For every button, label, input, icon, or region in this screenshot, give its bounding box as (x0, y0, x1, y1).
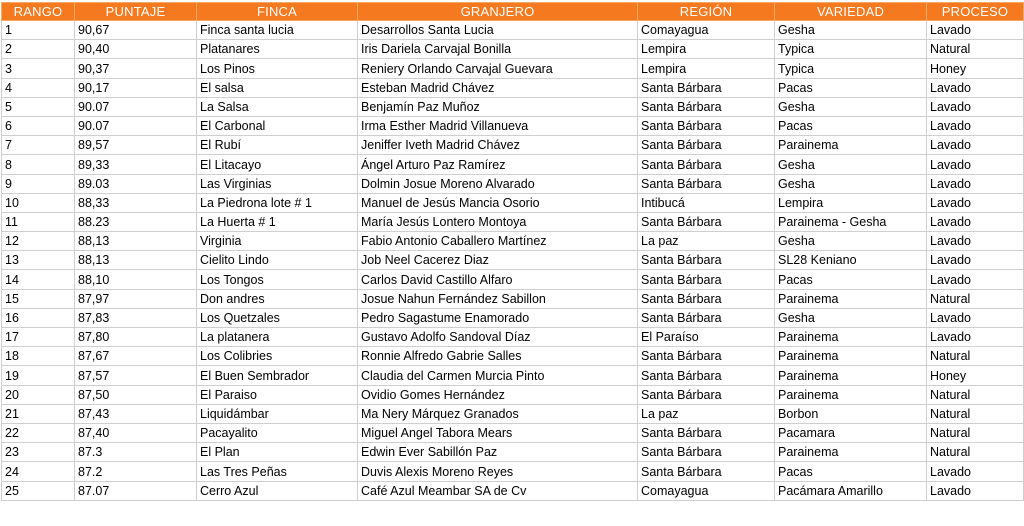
cell-rango: 22 (2, 423, 75, 442)
table-row (2, 40, 1024, 59)
cell-proceso: Lavado (927, 21, 1024, 40)
table-header (2, 3, 1024, 21)
cell-variedad: Pacas (775, 78, 927, 97)
cell-region: El Paraíso (638, 328, 775, 347)
cell-finca: Los Tongos (197, 270, 358, 289)
cell-puntaje: 88.23 (75, 212, 197, 231)
cell-proceso: Lavado (927, 155, 1024, 174)
cell-rango: 18 (2, 347, 75, 366)
cell-granjero: Gustavo Adolfo Sandoval Díaz (358, 328, 638, 347)
table-row (2, 404, 1024, 423)
cell-region: Comayagua (638, 21, 775, 40)
cell-rango: 14 (2, 270, 75, 289)
cell-finca: Los Quetzales (197, 308, 358, 327)
cell-granjero: Carlos David Castillo Alfaro (358, 270, 638, 289)
cell-proceso: Lavado (927, 193, 1024, 212)
cell-granjero: Miguel Angel Tabora Mears (358, 423, 638, 442)
cell-puntaje: 87,83 (75, 308, 197, 327)
cell-finca: El Paraiso (197, 385, 358, 404)
cell-granjero: Claudia del Carmen Murcia Pinto (358, 366, 638, 385)
cell-region: Santa Bárbara (638, 136, 775, 155)
cell-variedad: Gesha (775, 174, 927, 193)
cell-rango: 17 (2, 328, 75, 347)
cell-finca: El Rubí (197, 136, 358, 155)
cell-region: Santa Bárbara (638, 212, 775, 231)
cell-rango: 11 (2, 212, 75, 231)
table-row (2, 385, 1024, 404)
cell-rango: 20 (2, 385, 75, 404)
cell-region: Santa Bárbara (638, 116, 775, 135)
cell-variedad: Parainema (775, 385, 927, 404)
cell-region: Santa Bárbara (638, 423, 775, 442)
cell-region: Santa Bárbara (638, 270, 775, 289)
cell-finca: Don andres (197, 289, 358, 308)
cell-rango: 4 (2, 78, 75, 97)
cell-region: Santa Bárbara (638, 289, 775, 308)
cell-puntaje: 88,10 (75, 270, 197, 289)
cell-finca: El Carbonal (197, 116, 358, 135)
table-row (2, 443, 1024, 462)
cell-proceso: Lavado (927, 78, 1024, 97)
cell-puntaje: 87.2 (75, 462, 197, 481)
cell-rango: 23 (2, 443, 75, 462)
cell-region: Santa Bárbara (638, 385, 775, 404)
table-row (2, 251, 1024, 270)
cell-region: Santa Bárbara (638, 251, 775, 270)
table-row (2, 423, 1024, 442)
cell-finca: Los Pinos (197, 59, 358, 78)
column-header-variedad: VARIEDAD (775, 3, 927, 21)
cell-puntaje: 87,40 (75, 423, 197, 442)
cell-finca: Virginia (197, 232, 358, 251)
cell-rango: 8 (2, 155, 75, 174)
cell-granjero: Benjamín Paz Muñoz (358, 97, 638, 116)
cell-proceso: Lavado (927, 251, 1024, 270)
cell-finca: El Plan (197, 443, 358, 462)
cell-granjero: Desarrollos Santa Lucia (358, 21, 638, 40)
column-header-granjero: GRANJERO (358, 3, 638, 21)
table-row (2, 328, 1024, 347)
cell-puntaje: 90.07 (75, 116, 197, 135)
cell-puntaje: 87,80 (75, 328, 197, 347)
cell-proceso: Natural (927, 404, 1024, 423)
table-row (2, 78, 1024, 97)
cell-region: Santa Bárbara (638, 366, 775, 385)
cell-finca: Liquidámbar (197, 404, 358, 423)
cell-proceso: Lavado (927, 481, 1024, 500)
table-row (2, 136, 1024, 155)
cell-variedad: Parainema (775, 289, 927, 308)
cell-rango: 2 (2, 40, 75, 59)
cell-variedad: Pacas (775, 116, 927, 135)
cell-puntaje: 87,97 (75, 289, 197, 308)
cell-granjero: Café Azul Meambar SA de Cv (358, 481, 638, 500)
cell-proceso: Honey (927, 366, 1024, 385)
cell-finca: Cerro Azul (197, 481, 358, 500)
cell-finca: El salsa (197, 78, 358, 97)
cell-rango: 7 (2, 136, 75, 155)
column-header-puntaje: PUNTAJE (75, 3, 197, 21)
cell-variedad: Pacámara Amarillo (775, 481, 927, 500)
cell-variedad: Gesha (775, 21, 927, 40)
cell-variedad: Pacas (775, 270, 927, 289)
cell-granjero: Ronnie Alfredo Gabrie Salles (358, 347, 638, 366)
cell-proceso: Lavado (927, 116, 1024, 135)
cell-finca: La platanera (197, 328, 358, 347)
cell-finca: Platanares (197, 40, 358, 59)
cell-rango: 15 (2, 289, 75, 308)
cell-puntaje: 87.07 (75, 481, 197, 500)
cell-finca: Cielito Lindo (197, 251, 358, 270)
table-row (2, 366, 1024, 385)
cell-variedad: Gesha (775, 308, 927, 327)
table-row (2, 289, 1024, 308)
cell-proceso: Natural (927, 443, 1024, 462)
cell-granjero: Reniery Orlando Carvajal Guevara (358, 59, 638, 78)
cell-region: Lempira (638, 40, 775, 59)
cell-proceso: Lavado (927, 308, 1024, 327)
cell-puntaje: 87,43 (75, 404, 197, 423)
table-row (2, 270, 1024, 289)
cell-puntaje: 88,33 (75, 193, 197, 212)
cell-puntaje: 89,57 (75, 136, 197, 155)
cell-proceso: Natural (927, 423, 1024, 442)
cell-puntaje: 87,50 (75, 385, 197, 404)
cell-rango: 24 (2, 462, 75, 481)
cell-variedad: Parainema (775, 366, 927, 385)
table-row (2, 174, 1024, 193)
cell-region: Santa Bárbara (638, 308, 775, 327)
cell-finca: Los Colibries (197, 347, 358, 366)
results-table (1, 2, 1024, 501)
table-row (2, 462, 1024, 481)
column-header-proceso: PROCESO (927, 3, 1024, 21)
cell-granjero: Job Neel Cacerez Diaz (358, 251, 638, 270)
cell-puntaje: 88,13 (75, 232, 197, 251)
cell-region: Santa Bárbara (638, 443, 775, 462)
cell-region: Santa Bárbara (638, 347, 775, 366)
cell-rango: 3 (2, 59, 75, 78)
cell-region: Lempira (638, 59, 775, 78)
cell-granjero: María Jesús Lontero Montoya (358, 212, 638, 231)
cell-granjero: Jeniffer Iveth Madrid Chávez (358, 136, 638, 155)
cell-variedad: Pacamara (775, 423, 927, 442)
cell-region: Comayagua (638, 481, 775, 500)
cell-granjero: Esteban Madrid Chávez (358, 78, 638, 97)
cell-puntaje: 90,40 (75, 40, 197, 59)
cell-granjero: Fabio Antonio Caballero Martínez (358, 232, 638, 251)
table-row (2, 59, 1024, 78)
cell-granjero: Iris Dariela Carvajal Bonilla (358, 40, 638, 59)
cell-granjero: Pedro Sagastume Enamorado (358, 308, 638, 327)
cell-region: Intibucá (638, 193, 775, 212)
cell-rango: 12 (2, 232, 75, 251)
cell-puntaje: 87,67 (75, 347, 197, 366)
cell-puntaje: 90,37 (75, 59, 197, 78)
cell-proceso: Natural (927, 289, 1024, 308)
table-row (2, 308, 1024, 327)
cell-variedad: Typica (775, 40, 927, 59)
table-row (2, 232, 1024, 251)
cell-finca: Finca santa lucia (197, 21, 358, 40)
cell-puntaje: 87,57 (75, 366, 197, 385)
table-row (2, 347, 1024, 366)
cell-variedad: Gesha (775, 232, 927, 251)
cell-granjero: Ángel Arturo Paz Ramírez (358, 155, 638, 174)
cell-proceso: Lavado (927, 97, 1024, 116)
cell-rango: 1 (2, 21, 75, 40)
cell-rango: 6 (2, 116, 75, 135)
cell-proceso: Lavado (927, 328, 1024, 347)
cell-variedad: Gesha (775, 97, 927, 116)
header-row (2, 3, 1024, 21)
cell-proceso: Natural (927, 40, 1024, 59)
cell-granjero: Ovidio Gomes Hernández (358, 385, 638, 404)
cell-rango: 25 (2, 481, 75, 500)
cell-proceso: Natural (927, 347, 1024, 366)
cell-granjero: Irma Esther Madrid Villanueva (358, 116, 638, 135)
cell-rango: 16 (2, 308, 75, 327)
cell-finca: Pacayalito (197, 423, 358, 442)
table-row (2, 116, 1024, 135)
cell-region: Santa Bárbara (638, 97, 775, 116)
table-row (2, 193, 1024, 212)
cell-variedad: Lempira (775, 193, 927, 212)
cell-rango: 5 (2, 97, 75, 116)
cell-puntaje: 89.03 (75, 174, 197, 193)
cell-puntaje: 90.07 (75, 97, 197, 116)
cell-proceso: Lavado (927, 212, 1024, 231)
table-row (2, 97, 1024, 116)
cell-variedad: SL28 Keniano (775, 251, 927, 270)
cell-proceso: Lavado (927, 270, 1024, 289)
cell-variedad: Parainema (775, 328, 927, 347)
cell-finca: El Litacayo (197, 155, 358, 174)
cell-variedad: Typica (775, 59, 927, 78)
cell-region: Santa Bárbara (638, 78, 775, 97)
cell-variedad: Parainema - Gesha (775, 212, 927, 231)
column-header-region: REGIÓN (638, 3, 775, 21)
cell-puntaje: 88,13 (75, 251, 197, 270)
cell-variedad: Gesha (775, 155, 927, 174)
table-row (2, 481, 1024, 500)
cell-rango: 9 (2, 174, 75, 193)
cell-rango: 10 (2, 193, 75, 212)
cell-proceso: Lavado (927, 136, 1024, 155)
cell-puntaje: 90,67 (75, 21, 197, 40)
cell-region: Santa Bárbara (638, 155, 775, 174)
cell-proceso: Lavado (927, 462, 1024, 481)
cell-rango: 19 (2, 366, 75, 385)
cell-proceso: Honey (927, 59, 1024, 78)
table-row (2, 21, 1024, 40)
cell-proceso: Lavado (927, 174, 1024, 193)
cell-finca: Las Tres Peñas (197, 462, 358, 481)
cell-finca: La Salsa (197, 97, 358, 116)
cell-granjero: Manuel de Jesús Mancia Osorio (358, 193, 638, 212)
cell-region: La paz (638, 404, 775, 423)
cell-rango: 13 (2, 251, 75, 270)
cell-variedad: Borbon (775, 404, 927, 423)
table-body (2, 21, 1024, 501)
cell-variedad: Parainema (775, 347, 927, 366)
column-header-rango: RANGO (2, 3, 75, 21)
table-row (2, 212, 1024, 231)
cell-rango: 21 (2, 404, 75, 423)
cell-proceso: Natural (927, 385, 1024, 404)
cell-puntaje: 90,17 (75, 78, 197, 97)
cell-proceso: Lavado (927, 232, 1024, 251)
cell-granjero: Josue Nahun Fernández Sabillon (358, 289, 638, 308)
cell-granjero: Duvis Alexis Moreno Reyes (358, 462, 638, 481)
cell-finca: La Huerta # 1 (197, 212, 358, 231)
cell-granjero: Edwin Ever Sabillón Paz (358, 443, 638, 462)
cell-granjero: Dolmin Josue Moreno Alvarado (358, 174, 638, 193)
cell-variedad: Parainema (775, 443, 927, 462)
cell-region: Santa Bárbara (638, 174, 775, 193)
cell-region: Santa Bárbara (638, 462, 775, 481)
cell-puntaje: 87.3 (75, 443, 197, 462)
cell-variedad: Parainema (775, 136, 927, 155)
cell-region: La paz (638, 232, 775, 251)
cell-finca: Las Virginias (197, 174, 358, 193)
table-row (2, 155, 1024, 174)
column-header-finca: FINCA (197, 3, 358, 21)
cell-variedad: Pacas (775, 462, 927, 481)
cell-finca: El Buen Sembrador (197, 366, 358, 385)
cell-puntaje: 89,33 (75, 155, 197, 174)
cell-granjero: Ma Nery Márquez Granados (358, 404, 638, 423)
cell-finca: La Piedrona lote # 1 (197, 193, 358, 212)
